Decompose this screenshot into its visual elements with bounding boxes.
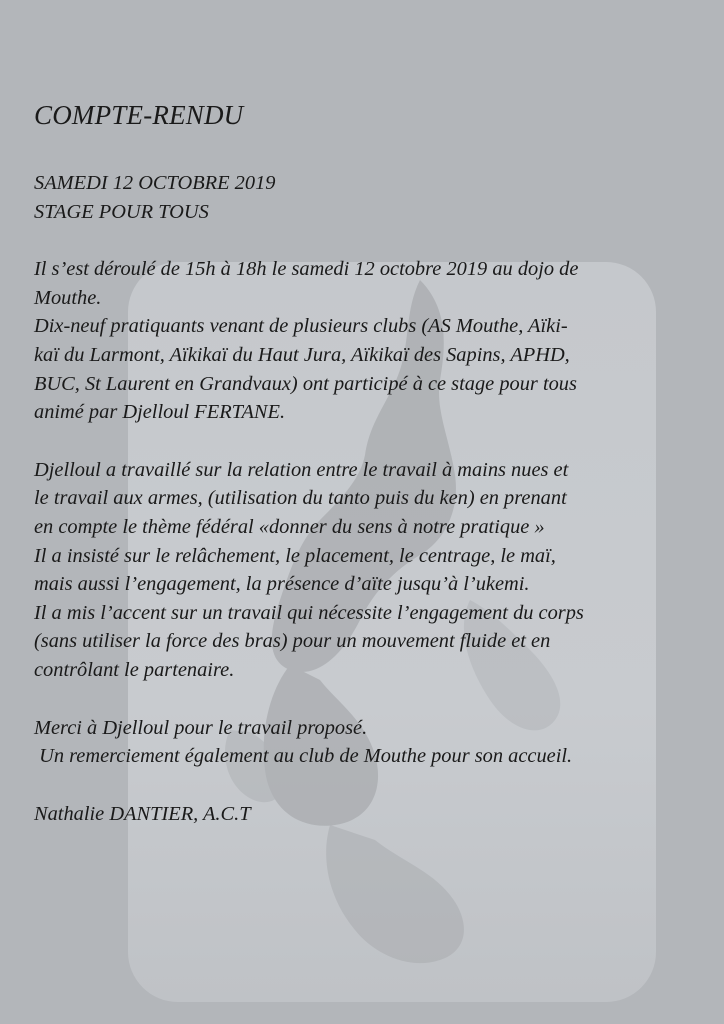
text-line: Mouthe.	[34, 286, 102, 309]
page-title: COMPTE-RENDU	[34, 100, 244, 130]
text-line: Djelloul a travaillé sur la relation entre le travail à mains nues et	[34, 458, 569, 481]
text-line: contrôlant le partenaire.	[34, 658, 235, 681]
text-line: Dix-neuf pratiquants venant de plusieurs clubs (AS Mouthe, Aïki-	[34, 315, 568, 338]
text-line: Il s’est déroulé de 15h à 18h le samedi 12 octobre 2019 au dojo de	[34, 258, 579, 281]
text-line: kaï du Larmont, Aïkikaï du Haut Jura, Aïkikaï des Sapins, APHD,	[34, 343, 570, 366]
text-line: en compte le thème fédéral «donner du sens à notre pratique »	[34, 515, 545, 538]
paragraph-intro	[34, 255, 704, 427]
signature	[34, 800, 704, 829]
author-name: Nathalie DANTIER, A.C.T	[34, 802, 251, 825]
event-header	[34, 169, 704, 226]
text-line: mais aussi l’engagement, la présence d’aïte jusqu’à l’ukemi.	[34, 573, 530, 596]
text-line: Il a insisté sur le relâchement, le placement, le centrage, le maï,	[34, 544, 556, 567]
text-line: Il a mis l’accent sur un travail qui nécessite l’engagement du corps	[34, 601, 584, 624]
paragraph-content	[34, 456, 704, 685]
text-line: (sans utiliser la force des bras) pour un mouvement fluide et en	[34, 630, 551, 653]
event-name: STAGE POUR TOUS	[34, 200, 209, 223]
text-line: animé par Djelloul FERTANE.	[34, 401, 286, 424]
text-line: le travail aux armes, (utilisation du tanto puis du ken) en prenant	[34, 487, 567, 510]
event-date: SAMEDI 12 OCTOBRE 2019	[34, 172, 276, 194]
text-line: Merci à Djelloul pour le travail proposé.	[34, 716, 368, 739]
text-line: BUC, St Laurent en Grandvaux) ont participé à ce stage pour tous	[34, 372, 577, 395]
document-body	[34, 100, 704, 857]
text-line: Un remerciement également au club de Mouthe pour son accueil.	[34, 745, 573, 768]
paragraph-thanks	[34, 714, 704, 771]
